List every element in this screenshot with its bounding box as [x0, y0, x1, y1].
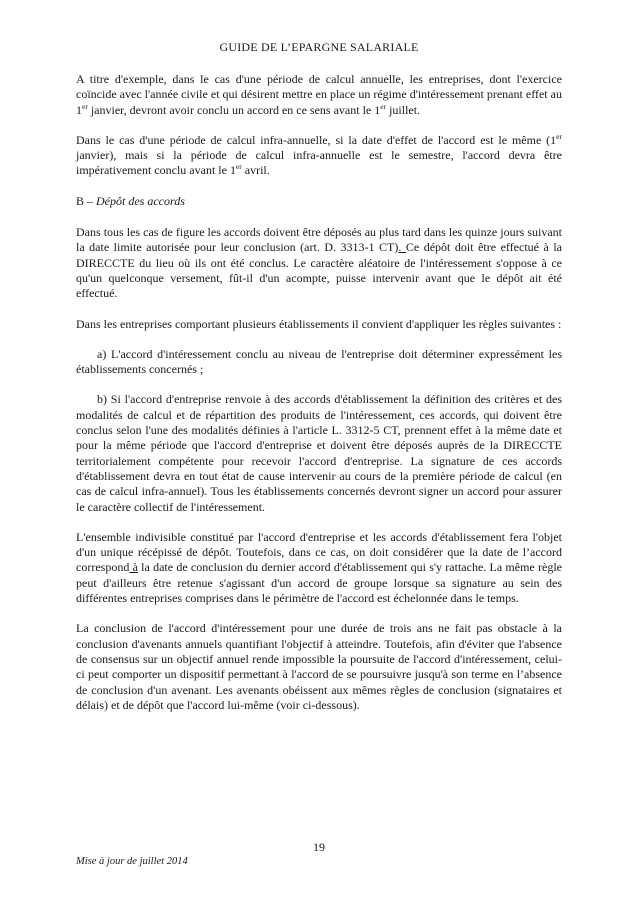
- page-footer: Mise à jour de juillet 2014: [76, 856, 188, 867]
- text-run: la date de conclusion du dernier accord d'établissement qui s'y rattache. La même règle peut d'ailleurs être retenue s'agissant d'un accord de groupe lorsque sa signature au sein des différentes entreprises comprises dans le périmètre de l'accord est échelonnée dans le temps.: [76, 560, 562, 606]
- page-body: [76, 72, 562, 728]
- text-run: Dans tous les cas de figure les accords doivent être déposés au plus tard dans les quinze jours suivant la date limite autorisée pour leur conclusion (art. D. 3313-1 CT): [76, 225, 562, 255]
- underlined-text: .: [398, 240, 406, 255]
- text-run: L'ensemble indivisible constitué par l'accord d'entreprise et les accords d'établissement fera l'objet d'un unique récépissé de dépôt. Toutefois, dans ce cas, on doit considérer que la date de l’accord correspond: [76, 529, 562, 575]
- paragraph-multiple-establishments: Dans les entreprises comportant plusieurs établissements il convient d'appliquer les règles suivantes :: [76, 316, 562, 331]
- text-run: Ce dépôt doit être effectué à la DIRECCTE du lieu où ils ont été conclus. Le caractère aléatoire de l'intéressement s'oppose à ce qu'un quelconque versement, fût-il d'un acompte, puisse intervenir avant que le dépôt ait été effectué.: [76, 240, 563, 301]
- paragraph-infra-annual: [76, 133, 562, 179]
- text-run: Dans le cas d'une période de calcul infra-annuelle, si la date d'effet de l'accord est le même (1: [76, 132, 557, 147]
- superscript: er: [82, 101, 88, 111]
- section-prefix: B –: [76, 193, 97, 208]
- text-run: juillet.: [386, 102, 421, 117]
- superscript: er: [556, 131, 562, 141]
- paragraph-indivisible-set: [76, 530, 562, 606]
- text-run: A titre d'exemple, dans le cas d'une période de calcul annuelle, les entreprises, dont l'exercice coïncide avec l'année civile et qui désirent mettre en place un régime d'intéressement prenant effet au 1: [76, 72, 562, 117]
- page-number: 19: [313, 840, 325, 854]
- paragraph-example-annual: [76, 72, 562, 118]
- text-run: janvier), mais si la période de calcul infra-annuelle est le semestre, l'accord devra être impérativement conclu avant le 1: [76, 148, 562, 178]
- page-header: [0, 40, 638, 55]
- list-item-a: a) L'accord d'intéressement conclu au niveau de l'entreprise doit déterminer expressément les établissements concernés ;: [76, 346, 562, 377]
- section-heading: [76, 194, 562, 209]
- text-run: avril.: [241, 163, 270, 178]
- header-title: GUIDE DE L’EPARGNE SALARIALE: [219, 40, 419, 54]
- superscript: er: [235, 162, 242, 172]
- superscript: er: [380, 101, 387, 111]
- section-title: Dépôt des accords: [96, 193, 185, 208]
- list-item-b: b) Si l'accord d'entreprise renvoie à des accords d'établissement la définition des critères et des modalités de calcul et de répartition des produits de l'intéressement, ces accords, qui doivent être conclus selon l'une des modalités définies à l'article L. 3312-5 CT, prennent effet à la même date et pour la même période que l'accord d'entreprise et doivent être déposés auprès de la DIRECCTE territorialement compétente pour recevoir l'accord d'entreprise. La signature de ces accords d'établissement devra en tout état de cause intervenir au cours de la première période de calcul (en cas de calcul infra-annuel). Tous les établissements concernés devront signer un accord pour assurer le caractère collectif de l'intéressement.: [76, 392, 562, 514]
- paragraph-deposit-deadline: [76, 225, 562, 301]
- text-run: janvier, devront avoir conclu un accord en ce sens avant le 1: [87, 102, 381, 117]
- paragraph-amendments: La conclusion de l'accord d'intéressement pour une durée de trois ans ne fait pas obstacle à la conclusion d'avenants annuels quantifiant l'objectif à atteindre. Toutefois, afin d'éviter que l'absence de consensus sur un objectif annuel rende impossible la poursuite de l'accord d'intéressement, celui-ci peut comporter un dispositif permettant à l'accord de se poursuivre jusqu'à son terme en l’absence de conclusion d'un avenant. Les avenants obéissent aux mêmes règles de conclusion (signataires et délais) et de dépôt que l'accord lui-même (voir ci-dessous).: [76, 621, 562, 712]
- underlined-text: à: [129, 560, 138, 575]
